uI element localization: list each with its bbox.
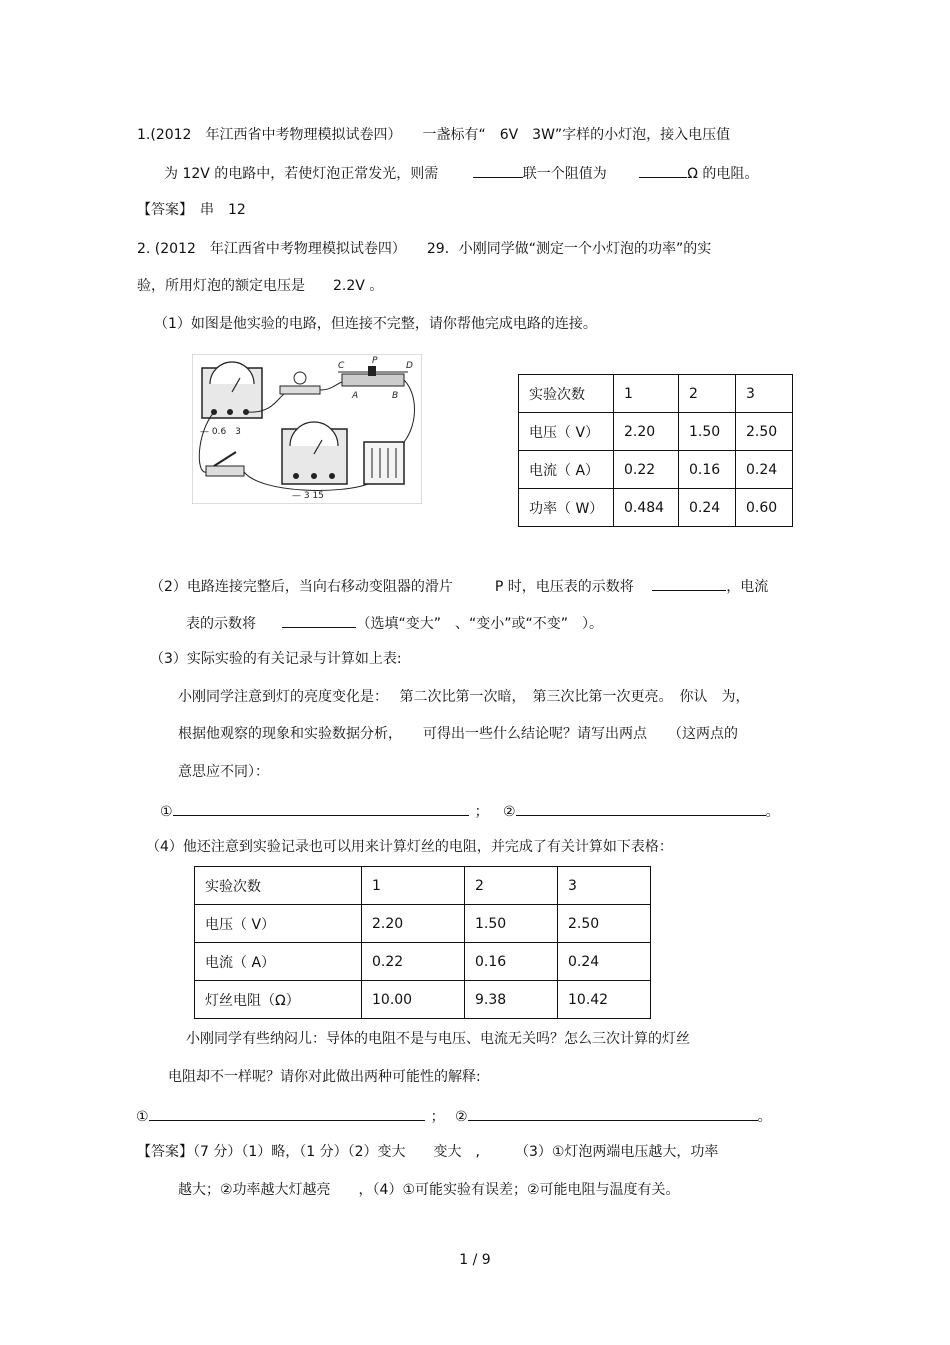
lamp: [294, 372, 306, 384]
q1-blank-2[interactable]: [639, 163, 687, 178]
label-c: C: [338, 361, 345, 371]
table-cell: 0.22: [362, 943, 465, 981]
table-cell: 2.20: [614, 413, 679, 451]
circuit-figure: [192, 354, 422, 504]
table-resistance: [194, 866, 651, 1019]
q2-part4-l1: 小刚同学有些纳闷儿：导体的电阻不是与电压、电流无关吗？怎么三次计算的灯丝: [186, 1031, 690, 1047]
q2-part2-a: （2）电路连接完整后，当向右移动变阻器的滑片 P 时，电压表的示数将: [150, 579, 634, 595]
q2-part4-answers: [136, 1106, 772, 1126]
label-p: P: [372, 356, 378, 366]
rheostat-slider: [368, 366, 376, 376]
label-b: B: [392, 391, 399, 401]
circle-two: ②: [455, 1109, 468, 1125]
table-cell: 3: [736, 375, 793, 413]
q2-part4-l2: 电阻却不一样呢？请你对此做出两种可能性的解释:: [168, 1069, 481, 1085]
circle-one: ①: [160, 804, 173, 820]
q1-blank-1[interactable]: [473, 163, 523, 178]
q2-part3-l3: 意思应不同）：: [178, 764, 269, 780]
semicolon: ；: [430, 1109, 445, 1125]
table-cell: 10.42: [558, 981, 651, 1019]
q2-part2-b: ，电流: [726, 579, 769, 595]
table-cell: 灯丝电阻（Ω）: [195, 981, 362, 1019]
q2-part3-blank-1[interactable]: [173, 801, 469, 816]
voltmeter-scale: — 3 15: [292, 491, 324, 501]
table-cell: 2: [679, 375, 736, 413]
q2-line1: 2. (2012 年江西省中考物理模拟试卷四） 29．小刚同学做“测定一个小灯泡的功率”的实: [137, 241, 712, 257]
table-cell: 1.50: [465, 905, 558, 943]
q1-line1: 1.(2012 年江西省中考物理模拟试卷四） 一盏标有“ 6V 3W”字样的小灯泡，接入电压值: [137, 127, 731, 143]
q2-part3: （3）实际实验的有关记录与计算如上表:: [150, 651, 402, 667]
switch: [206, 466, 244, 476]
q2-answer-l1: 【答案】（7 分）（1）略，（1 分）（2）变大 变大 , （3）①灯泡两端电压越大，功率: [137, 1144, 719, 1160]
q2-part2-line1: [150, 576, 768, 596]
table-row: [195, 943, 651, 981]
q1-answer: 【答案】 串 12: [137, 202, 246, 218]
q2-part2-line2: [186, 613, 603, 633]
ammeter-scale: — 0.6 3: [200, 427, 241, 437]
table-cell: 1: [362, 867, 465, 905]
q1-line2-c: Ω 的电阻。: [687, 166, 759, 182]
q2-blank-ammeter[interactable]: [282, 613, 356, 628]
period: 。: [765, 804, 780, 820]
q2-part3-l1: 小刚同学注意到灯的亮度变化是： 第二次比第一次暗， 第三次比第一次更亮。 你认 为，: [178, 689, 750, 705]
table-cell: 2.50: [736, 413, 793, 451]
circle-two: ②: [503, 804, 516, 820]
q2-part4: （4）他还注意到实验记录也可以用来计算灯丝的电阻，并完成了有关计算如下表格：: [146, 839, 673, 855]
label-a: A: [352, 391, 359, 401]
table-cell: 3: [558, 867, 651, 905]
table-row: [519, 489, 793, 527]
table-cell: 电压（ V）: [195, 905, 362, 943]
q1-line2-a: 为 12V 的电路中，若使灯泡正常发光，则需: [164, 166, 439, 182]
q2-part2-d: （选填“变大” 、“变小”或“不变” ）。: [356, 616, 603, 632]
table-cell: 2: [465, 867, 558, 905]
table-power: [518, 374, 793, 527]
battery: [364, 442, 404, 484]
circle-one: ①: [136, 1109, 149, 1125]
table-cell: 实验次数: [195, 867, 362, 905]
table-cell: 0.24: [679, 489, 736, 527]
table-row: [195, 867, 651, 905]
q2-part3-l2: 根据他观察的现象和实验数据分析， 可得出一些什么结论呢？请写出两点 （这两点的: [178, 726, 738, 742]
table-cell: 0.24: [736, 451, 793, 489]
table-cell: 10.00: [362, 981, 465, 1019]
table-cell: 0.16: [679, 451, 736, 489]
q2-part1: （1）如图是他实验的电路，但连接不完整，请你帮他完成电路的连接。: [154, 316, 597, 332]
q2-part4-blank-1[interactable]: [149, 1106, 425, 1121]
table-cell: 0.484: [614, 489, 679, 527]
table-row: [519, 413, 793, 451]
table-cell: 实验次数: [519, 375, 614, 413]
q1-line2: [164, 163, 758, 183]
table-cell: 0.60: [736, 489, 793, 527]
label-d: D: [406, 361, 413, 371]
q2-part3-blank-2[interactable]: [516, 801, 766, 816]
table-row: [195, 981, 651, 1019]
table-cell: 0.24: [558, 943, 651, 981]
q2-part3-answers: [160, 801, 780, 821]
table-cell: 9.38: [465, 981, 558, 1019]
table-cell: 1.50: [679, 413, 736, 451]
table-cell: 2.20: [362, 905, 465, 943]
page-number: 1 / 9: [459, 1252, 491, 1268]
table-cell: 2.50: [558, 905, 651, 943]
q2-part4-blank-2[interactable]: [468, 1106, 758, 1121]
table-cell: 0.22: [614, 451, 679, 489]
table-cell: 0.16: [465, 943, 558, 981]
q2-blank-voltmeter[interactable]: [652, 576, 726, 591]
q2-line2: 验，所用灯泡的额定电压是 2.2V 。: [137, 278, 384, 294]
table-cell: 电流（ A）: [195, 943, 362, 981]
table-cell: 电压（ V）: [519, 413, 614, 451]
table-row: [195, 905, 651, 943]
q1-line2-b: 联一个阻值为: [522, 166, 607, 182]
table-cell: 1: [614, 375, 679, 413]
table-cell: 功率（ W）: [519, 489, 614, 527]
period: 。: [757, 1109, 772, 1125]
table-cell: 电流（ A）: [519, 451, 614, 489]
circuit-diagram: [192, 354, 422, 504]
table-row: [519, 451, 793, 489]
table-row: [519, 375, 793, 413]
q2-part2-c: 表的示数将: [186, 616, 256, 632]
q2-answer-l2: 越大；②功率越大灯越亮 ，（4）①可能实验有误差；②可能电阻与温度有关。: [178, 1182, 680, 1198]
semicolon: ；: [474, 804, 489, 820]
